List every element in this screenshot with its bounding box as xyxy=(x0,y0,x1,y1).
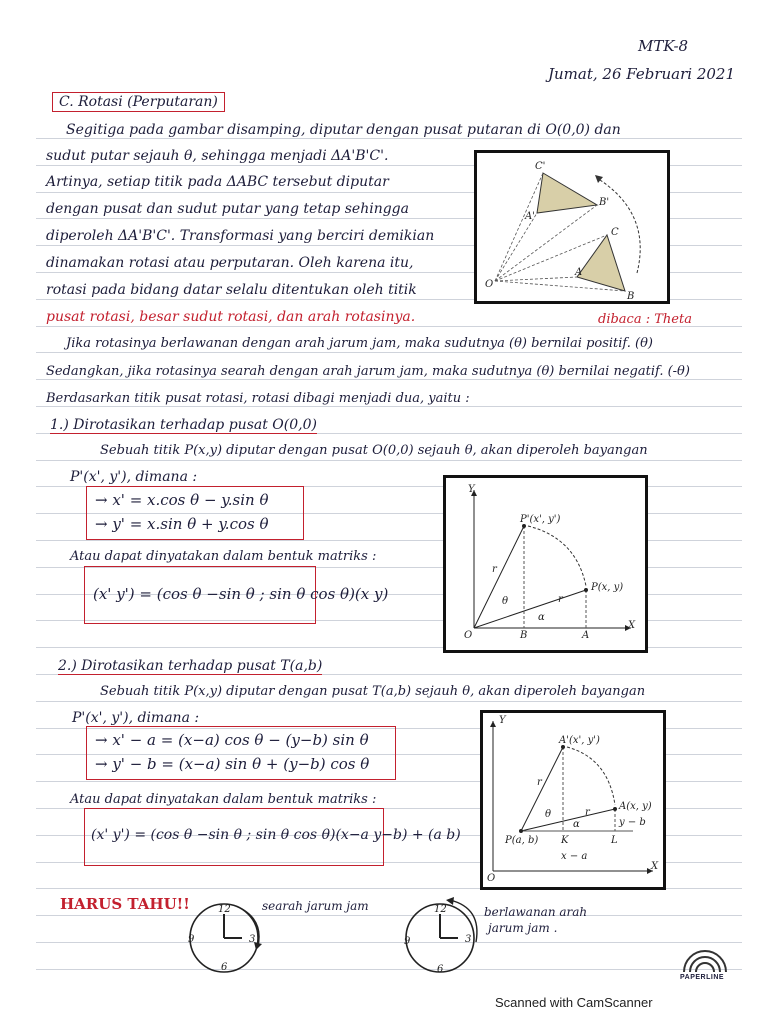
fig2-label-o: O xyxy=(464,630,473,641)
fig3-label-l: L xyxy=(611,835,618,846)
fig3-label-a1: A'(x', y') xyxy=(559,735,600,746)
ruled-line xyxy=(36,942,742,943)
clock2-number-9: 9 xyxy=(404,936,411,947)
fig3-label-p: P(a, b) xyxy=(505,835,539,846)
fig3-label-y: Y xyxy=(499,715,506,726)
ruled-line xyxy=(36,138,742,139)
fig2-label-y: Y xyxy=(468,484,475,495)
clock1-number-12: 12 xyxy=(218,904,231,915)
page-date: Jumat, 26 Februari 2021 xyxy=(548,65,736,83)
fig2-label-r2: r xyxy=(558,594,563,605)
rotation-center-figure xyxy=(480,710,666,890)
part1-formula-x: → x' = x.cos θ − y.sin θ xyxy=(95,491,269,509)
fig2-label-p1: P'(x', y') xyxy=(520,514,561,525)
direction-line-1: Jika rotasinya berlawanan dengan arah jarum jam, maka sudutnya (θ) bernilai positif. (θ) xyxy=(66,336,654,351)
ruled-line xyxy=(36,915,742,916)
section-title: C. Rotasi (Perputaran) xyxy=(52,92,225,112)
fig3-label-yb: y − b xyxy=(619,817,646,828)
fig3-label-o: O xyxy=(487,873,496,884)
fig3-label-x: X xyxy=(651,861,659,872)
clock2-label-line1: berlawanan arah xyxy=(484,905,588,919)
paperline-logo-icon xyxy=(680,948,730,974)
triangle-rotation-diagram xyxy=(477,153,667,301)
intro-line-3: Artinya, setiap titik pada ΔABC tersebut diputar xyxy=(46,174,389,190)
part1-heading xyxy=(50,417,317,433)
clock1-number-9: 9 xyxy=(188,934,195,945)
fig3-label-a: A(x, y) xyxy=(619,801,652,812)
part2-heading xyxy=(58,658,322,674)
fig2-label-p: P(x, y) xyxy=(591,582,624,593)
fig1-label-o: O xyxy=(485,279,494,290)
fig1-label-a: A xyxy=(575,267,583,278)
clock2-label-line2: jarum jam . xyxy=(488,921,558,935)
fig1-label-c1: C' xyxy=(535,161,546,172)
direction-line-3: Berdasarkan titik pusat rotasi, rotasi dibagi menjadi dua, yaitu : xyxy=(46,391,470,406)
ruled-line xyxy=(36,352,742,353)
part2-formula-box xyxy=(86,726,396,780)
fig3-label-theta: θ xyxy=(545,809,552,820)
intro-line-2: sudut putar sejauh θ, sehingga menjadi ΔA'B'C'. xyxy=(46,148,389,164)
clock1-number-6: 6 xyxy=(221,962,228,973)
intro-line-1: Segitiga pada gambar disamping, diputar dengan pusat putaran di O(0,0) dan xyxy=(66,122,621,138)
part1-formula-y: → y' = x.sin θ + y.cos θ xyxy=(95,515,269,533)
part2-matrix-box xyxy=(84,808,461,866)
part2-line-1: Sebuah titik P(x,y) diputar dengan pusat T(a,b) sejauh θ, akan diperoleh bayangan xyxy=(100,684,646,699)
fig2-label-r1: r xyxy=(492,564,497,575)
page-code: MTK-8 xyxy=(638,37,689,55)
scanner-footer: Scanned with CamScanner xyxy=(495,995,653,1010)
triangle-rotation-figure xyxy=(474,150,670,304)
intro-line-7: rotasi pada bidang datar selalu ditentukan oleh titik xyxy=(46,282,417,298)
fig2-label-b: B xyxy=(520,630,528,641)
direction-line-2: Sedangkan, jika rotasinya searah dengan arah jarum jam, maka sudutnya (θ) bernilai negatif. (-θ) xyxy=(46,364,690,379)
part2-formula-y: → y' − b = (x−a) sin θ + (y−b) cos θ xyxy=(95,755,370,773)
fig3-label-xa: x − a xyxy=(561,851,588,862)
ruled-line xyxy=(36,969,742,970)
ruled-line xyxy=(36,701,742,702)
fig2-label-theta: θ xyxy=(502,596,509,607)
part1-line-2: P'(x', y'), dimana : xyxy=(70,469,198,485)
rotation-origin-figure xyxy=(443,475,648,653)
part1-matrix-intro: Atau dapat dinyatakan dalam bentuk matriks : xyxy=(70,549,377,564)
fig2-label-a: A xyxy=(582,630,590,641)
intro-line-5: diperoleh ΔA'B'C'. Transformasi yang berciri demikian xyxy=(46,228,435,244)
part2-formula-x: → x' − a = (x−a) cos θ − (y−b) sin θ xyxy=(95,731,369,749)
intro-line-6: dinamakan rotasi atau perputaran. Oleh karena itu, xyxy=(46,255,414,271)
clock2-number-6: 6 xyxy=(437,964,444,975)
ruled-line xyxy=(36,460,742,461)
part2-matrix-intro: Atau dapat dinyatakan dalam bentuk matriks : xyxy=(70,792,377,807)
fig3-label-r2: r xyxy=(585,807,590,818)
part2-heading-text: 2.) Dirotasikan terhadap pusat T(a,b) xyxy=(58,658,323,674)
fig1-label-c: C xyxy=(611,227,619,238)
part1-matrix-box xyxy=(84,566,389,624)
clock1-number-3: 3 xyxy=(249,934,256,945)
rotation-origin-diagram xyxy=(446,478,645,650)
part1-matrix: (x' y') = (cos θ −sin θ ; sin θ cos θ)(x y) xyxy=(93,585,389,603)
part2-matrix: (x' y') = (cos θ −sin θ ; sin θ cos θ)(x−a y−b) + (a b) xyxy=(91,827,461,843)
part2-line-2: P'(x', y'), dimana : xyxy=(72,710,200,726)
intro-line-8: pusat rotasi, besar sudut rotasi, dan arah rotasinya. xyxy=(46,309,416,325)
must-know-label: HARUS TAHU!! xyxy=(60,895,190,913)
fig3-label-r1: r xyxy=(537,777,542,788)
clock2-number-3: 3 xyxy=(465,934,472,945)
part1-formula-box xyxy=(86,486,304,540)
fig3-label-alpha: α xyxy=(573,819,580,830)
clock1-label: searah jarum jam xyxy=(262,899,369,913)
fig1-label-b1: B' xyxy=(599,197,610,208)
fig2-label-x: X xyxy=(628,620,636,631)
fig1-label-b: B xyxy=(627,291,635,302)
part1-heading-text: 1.) Dirotasikan terhadap pusat O(0,0) xyxy=(50,417,317,433)
fig1-label-a1: A' xyxy=(525,211,535,222)
theta-note: dibaca : Theta xyxy=(598,312,692,327)
fig2-label-alpha: α xyxy=(538,612,545,623)
paperline-logo-text: PAPERLINE xyxy=(680,974,725,981)
fig3-label-k: K xyxy=(561,835,569,846)
clock2-number-12: 12 xyxy=(434,904,447,915)
part1-line-1: Sebuah titik P(x,y) diputar dengan pusat O(0,0) sejauh θ, akan diperoleh bayangan xyxy=(100,443,648,458)
intro-line-4: dengan pusat dan sudut putar yang tetap sehingga xyxy=(46,201,409,217)
